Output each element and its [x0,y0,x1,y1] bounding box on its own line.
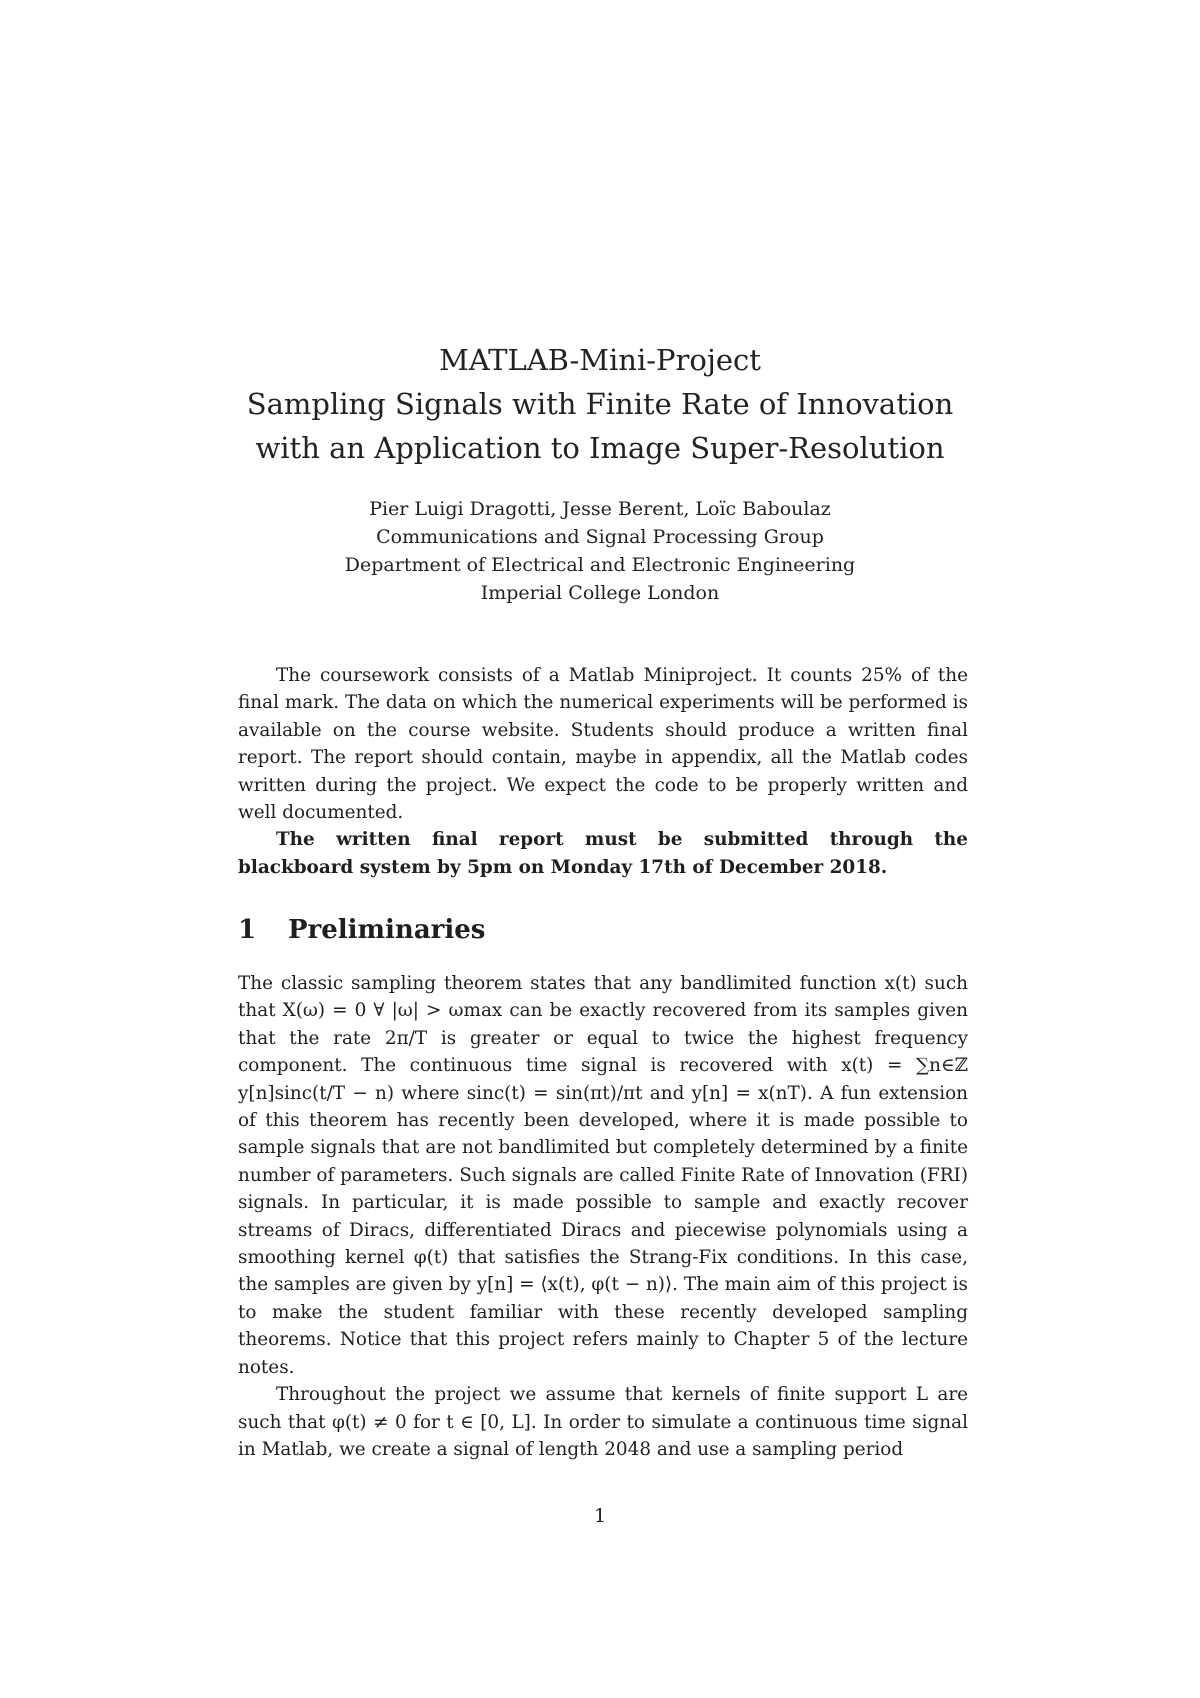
title-line-2: Sampling Signals with Finite Rate of Innovation [246,387,954,421]
section-number: 1 [238,915,257,945]
section-paragraph-2: Throughout the project we assume that kernels of finite support L are such that φ(t) ≠ 0 for t ∈ [0, L]. In order to simulate a continuous time signal in Matlab, we create a signal of length 2048 and use a sampling period [238,1384,968,1460]
title-line-3: with an Application to Image Super-Resolution [255,431,945,465]
authors-block [0,495,1200,607]
section-heading [238,915,485,945]
author-institution: Imperial College London [480,582,720,604]
section-body [238,970,968,1463]
intro-paragraph: The coursework consists of a Matlab Miniproject. It counts 25% of the final mark. The data on which the numerical experiments will be performed is available on the course website. Students should produce a written final report. The report should contain, maybe in appendix, all the Matlab codes written during the project. We expect the code to be properly written and well documented. [238,665,968,824]
section-paragraph-1: The classic sampling theorem states that any bandlimited function x(t) such that X(ω) = 0 ∀ |ω| > ωmax can be exactly recovered from its samples given that the rate 2π/T is greater or equal to twice the highest frequency component. The continuous time signal is recovered with x(t) = ∑n∈ℤ y[n]sinc(t/T − n) where sinc(t) = sin(πt)/πt and y[n] = x(nT). A fun extension of this theorem has recently been developed, where it is made possible to sample signals that are not bandlimited but completely determined by a finite number of parameters. Such signals are called Finite Rate of Innovation (FRI) signals. In particular, it is made possible to sample and exactly recover streams of Diracs, differentiated Diracs and piecewise polynomials using a smoothing kernel φ(t) that satisfies the Strang-Fix conditions. In this case, the samples are given by y[n] = ⟨x(t), φ(t − n)⟩. The main aim of this project is to make the student familiar with these recently developed sampling theorems. Notice that this project refers mainly to Chapter 5 of the lecture notes. [238,973,968,1378]
author-group: Communications and Signal Processing Group [376,526,824,548]
page-number: 1 [593,1505,607,1527]
title-line-1: MATLAB-Mini-Project [439,343,761,377]
intro-block [238,662,968,881]
author-department: Department of Electrical and Electronic Engineering [344,554,856,576]
section-title: Preliminaries [288,915,486,945]
author-names: Pier Luigi Dragotti, Jesse Berent, Loïc Baboulaz [369,498,831,520]
title-block [0,338,1200,470]
deadline-notice: The written final report must be submitted through the blackboard system by 5pm on Monday 17th of December 2018. [238,829,968,878]
